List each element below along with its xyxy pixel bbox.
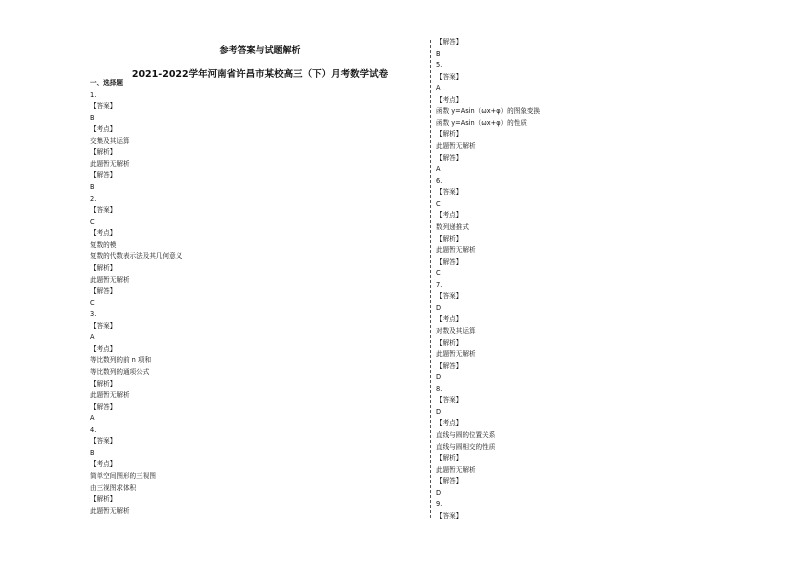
- answer-line: 【解析】: [436, 338, 463, 347]
- answer-line: B: [90, 113, 95, 122]
- answer-line: 【解答】: [436, 153, 463, 162]
- answer-line: 【答案】: [90, 206, 117, 215]
- answer-line: 4.: [90, 425, 97, 434]
- answer-line: 【答案】: [436, 511, 463, 520]
- answer-line: 【解答】: [436, 257, 463, 266]
- answer-line: 6.: [436, 176, 443, 185]
- answer-line: 等比数列的前 n 项和: [90, 356, 152, 365]
- column-divider: [430, 40, 431, 518]
- answer-line: 此题暂无解析: [436, 350, 476, 359]
- answer-line: 此题暂无解析: [90, 391, 130, 400]
- answer-line: D: [436, 488, 442, 497]
- answer-line: 简单空间图形的三视图: [90, 472, 156, 481]
- answer-line: 一、选择题: [90, 79, 123, 87]
- answer-line: 2.: [90, 194, 97, 203]
- answer-line: 此题暂无解析: [90, 275, 130, 284]
- answer-line: 【解析】: [90, 495, 117, 504]
- answer-line: 【解析】: [436, 234, 463, 243]
- answer-line: 【解答】: [436, 38, 463, 46]
- answer-line: 【答案】: [436, 292, 463, 301]
- answer-line: 9.: [436, 500, 443, 509]
- answer-line: 【答案】: [436, 396, 463, 405]
- answer-line: C: [436, 199, 441, 208]
- answer-line: 【解答】: [436, 477, 463, 486]
- answer-line: C: [90, 298, 95, 307]
- answer-line: 【解答】: [90, 402, 117, 411]
- answer-line: 由三视图求体积: [90, 483, 137, 492]
- answer-line: 直线与圆相交的性质: [436, 442, 496, 451]
- answer-line: 【考点】: [436, 315, 463, 324]
- answer-line: 此题暂无解析: [90, 506, 130, 515]
- answer-line: C: [436, 269, 441, 278]
- answer-line: 【解析】: [90, 379, 117, 388]
- answer-line: 此题暂无解析: [436, 246, 476, 255]
- answer-line: 函数 y=Asin（ωx+φ）的图象变换: [436, 107, 541, 116]
- answer-line: D: [436, 407, 442, 416]
- answer-line: D: [436, 373, 442, 382]
- answer-line: 直线与圆的位置关系: [436, 431, 496, 440]
- answer-line: 【考点】: [90, 125, 117, 134]
- answer-line: 【考点】: [436, 211, 463, 220]
- answer-line: 【解答】: [90, 287, 117, 296]
- answer-line: D: [436, 303, 442, 312]
- answer-line: 【解答】: [90, 171, 117, 180]
- answer-line: A: [436, 165, 441, 174]
- answer-line: 【解答】: [436, 361, 463, 370]
- answer-line: 5.: [436, 61, 443, 70]
- answer-line: B: [90, 448, 95, 457]
- answer-line: B: [436, 49, 441, 58]
- answer-line: 此题暂无解析: [436, 142, 476, 151]
- answer-line: 【考点】: [90, 229, 117, 238]
- answer-line: B: [90, 183, 95, 192]
- answer-line: 7.: [436, 280, 443, 289]
- answer-line: 对数及其运算: [436, 327, 476, 335]
- answer-line: 复数的代数表示法及其几何意义: [90, 252, 183, 261]
- answer-line: 【解析】: [90, 148, 117, 157]
- answer-line: 【考点】: [90, 344, 117, 353]
- answer-line: 等比数列的通项公式: [90, 368, 150, 376]
- answer-line: 此题暂无解析: [436, 465, 476, 474]
- answer-line: 【答案】: [90, 437, 117, 446]
- answer-line: 【解析】: [436, 454, 463, 463]
- answer-line: 【考点】: [436, 419, 463, 428]
- answer-line: 【答案】: [90, 321, 117, 330]
- document-subtitle: 2021-2022学年河南省许昌市某校高三（下）月考数学试卷: [131, 69, 389, 80]
- answer-line: 【解析】: [436, 130, 463, 139]
- answer-line: A: [90, 333, 95, 342]
- answer-line: 8.: [436, 384, 443, 393]
- answer-line: 数列递推式: [436, 222, 469, 231]
- answer-line: 【考点】: [90, 460, 117, 469]
- answer-line: A: [436, 84, 441, 93]
- answer-line: 【答案】: [436, 188, 463, 197]
- document-title: 参考答案与试题解析: [219, 46, 301, 56]
- answer-line: 3.: [90, 310, 97, 319]
- answer-line: 此题暂无解析: [90, 159, 130, 168]
- answer-line: 复数的模: [90, 240, 117, 249]
- answer-line: 【考点】: [436, 95, 463, 104]
- answer-line: 交集及其运算: [90, 136, 130, 145]
- answer-line: 1.: [90, 90, 97, 99]
- answer-line: 【答案】: [436, 72, 463, 81]
- answer-line: 【解析】: [90, 263, 117, 272]
- answer-line: C: [90, 217, 95, 226]
- answer-line: A: [90, 414, 95, 423]
- answer-line: 函数 y=Asin（ωx+φ）的性质: [436, 118, 527, 127]
- answer-line: 【答案】: [90, 102, 117, 111]
